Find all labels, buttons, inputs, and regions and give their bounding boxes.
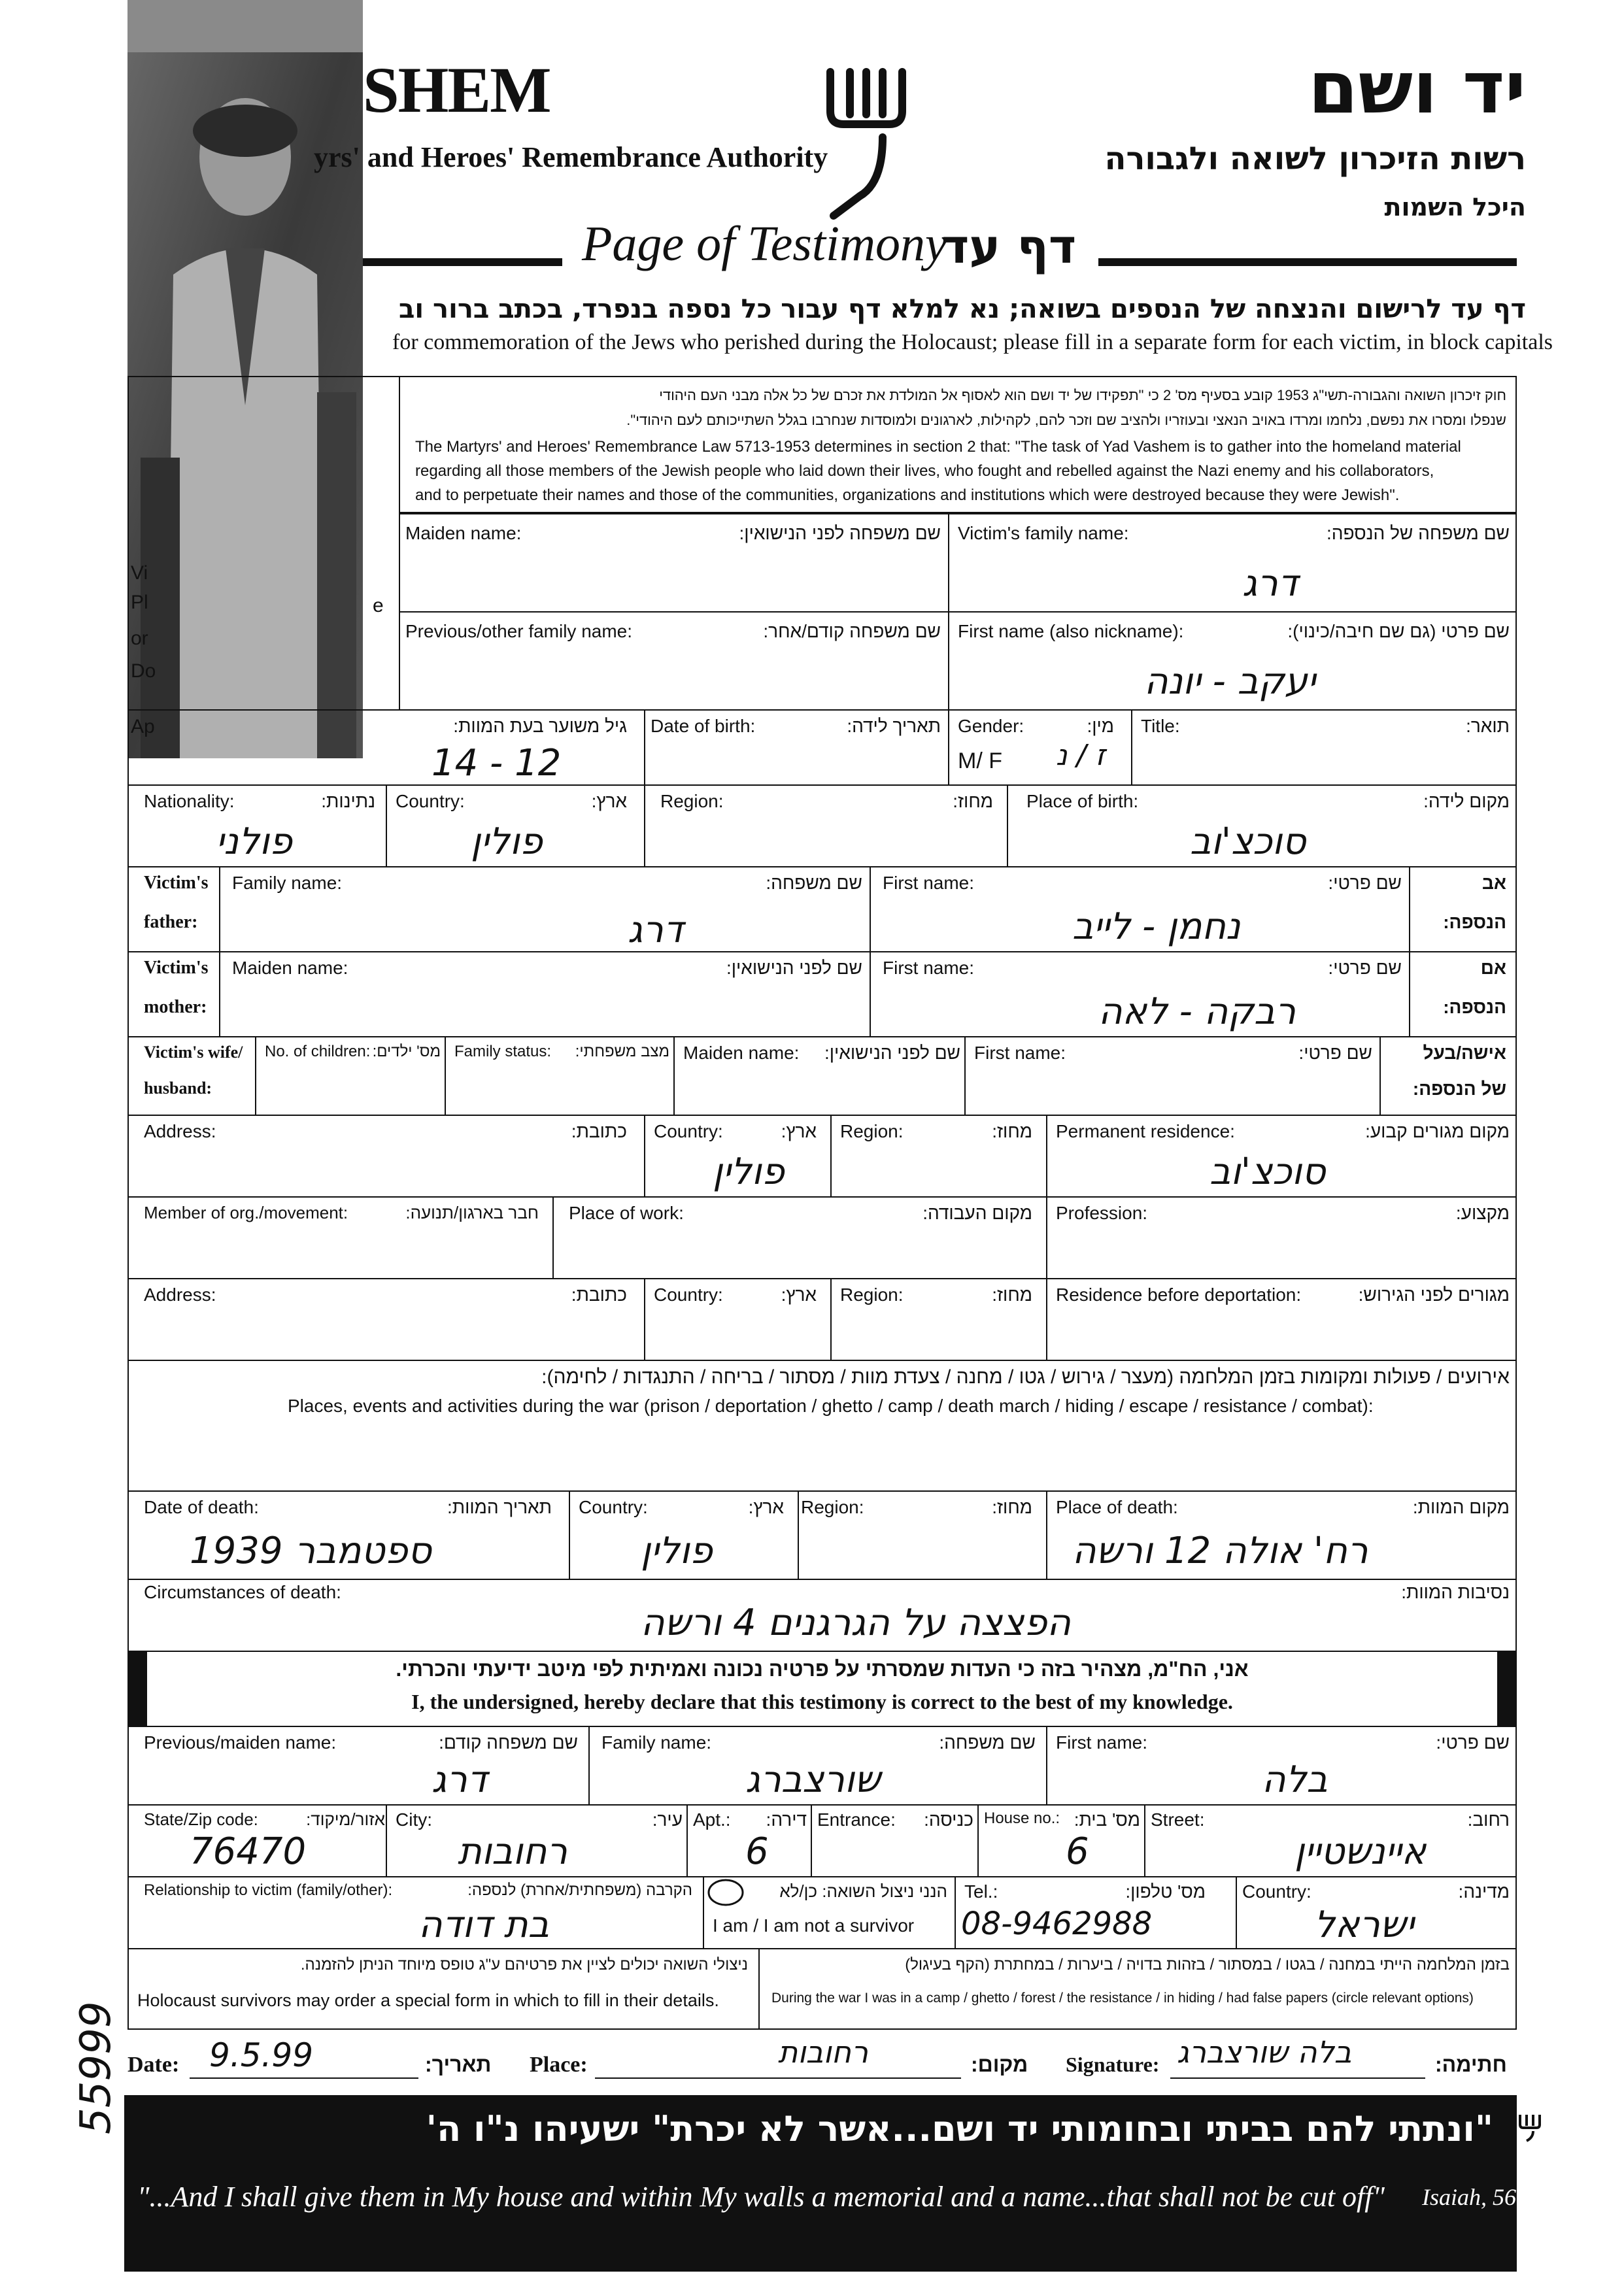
father-family-label-en: Family name: xyxy=(232,873,343,893)
profession-label-en: Profession: xyxy=(1056,1203,1148,1223)
date-label-he: תאריך: xyxy=(425,2053,492,2076)
country-label-he: ארץ: xyxy=(591,791,627,811)
apt-value[interactable]: 6 xyxy=(745,1830,769,1873)
relation-value[interactable]: בת דודה xyxy=(418,1904,549,1946)
w-family-label-he: שם משפחה: xyxy=(939,1732,1036,1753)
circ-label-he: נסיבות המוות: xyxy=(1401,1582,1510,1602)
before-address-label-en: Address: xyxy=(144,1285,216,1305)
dod-label-he: תאריך המוות: xyxy=(447,1497,552,1517)
city-label-en: City: xyxy=(396,1809,432,1830)
w-country-label-en: Country: xyxy=(1242,1881,1311,1902)
margin-frag-4: Do xyxy=(131,660,156,682)
nationality-value[interactable]: פולני xyxy=(216,820,293,863)
father-label-he-2: הנספה: xyxy=(1443,912,1506,932)
w-first-value[interactable]: בלה xyxy=(1262,1758,1328,1801)
maiden-name-label-en: Maiden name: xyxy=(405,523,522,543)
mother-maiden-label-en: Maiden name: xyxy=(232,958,348,978)
father-label-en-1: Victim's xyxy=(144,873,209,893)
law-he-2: שנפלו ומסרו את נפשם, נלחמו ומרדו באויב הנאצי ובעוזריו ולהציב שם וזכר להם, לקהילות, לארגונים ולמוסדות שנחרבו בגלל השתייכותם לעם היהודי". xyxy=(626,412,1506,428)
before-address-label-he: כתובת: xyxy=(571,1285,627,1305)
dod-region-label-he: מחוז: xyxy=(992,1497,1032,1517)
margin-frag-1: Vi xyxy=(131,562,148,584)
events-label-he: אירועים / פעולות ומקומות בזמן המלחמה (מעצר / גירוש / גטו / מחנה / צעדת מוות / מסתור / בריחה / התנגדות / לחימה): xyxy=(541,1366,1510,1388)
surv-form-he: ניצולי השואה יכולים לציין את פרטיהם ע"ג טופס מיוחד הניתן להזמנה. xyxy=(300,1956,748,1974)
mother-maiden-label-he: שם לפני הנישואין: xyxy=(726,958,862,978)
mother-first-label-he: שם פרטי: xyxy=(1328,958,1402,978)
form-title-en: Page of Testimony xyxy=(582,216,947,271)
perm-country-value[interactable]: פולין xyxy=(713,1151,785,1193)
perm-region-label-en: Region: xyxy=(840,1121,904,1141)
pob-label-he: מקום לידה: xyxy=(1423,791,1510,811)
circ-value[interactable]: הפצצה על הגרגנים 4 ורשה xyxy=(641,1602,1071,1644)
mother-label-en-1: Victim's xyxy=(144,958,209,978)
decl-bar-left xyxy=(127,1651,147,1726)
before-country-label-he: ארץ: xyxy=(781,1285,817,1305)
w-family-label-en: Family name: xyxy=(601,1732,712,1753)
zip-label-he: אזור/מיקוד: xyxy=(306,1809,385,1829)
perm-address-label-he: כתובת: xyxy=(571,1121,627,1141)
instructions-en: for commemoration of the Jews who perished during the Holocaust; please fill in a separate form for each victim, in block capitals xyxy=(392,330,1553,354)
perm-region-label-he: מחוז: xyxy=(992,1121,1032,1141)
pob-label-en: Place of birth: xyxy=(1026,791,1139,811)
first-name-label-en: First name (also nickname): xyxy=(958,621,1184,641)
father-first-label-he: שם פרטי: xyxy=(1328,873,1402,893)
law-he-1: חוק זיכרון השואה והגבורה-תשי"ג 1953 קובע בסעיף מס' 2 כי "תפקידו של יד ושם הוא לאסוף אל המולדת את זכרם של כל אלה מבני העם היהודי xyxy=(659,387,1506,403)
status-label-he: מצב משפחתי: xyxy=(575,1043,669,1060)
place-label-en: Place: xyxy=(530,2053,588,2077)
title-rule-right xyxy=(1098,258,1517,266)
children-label-he: מס' ילדים: xyxy=(372,1043,441,1060)
w-country-label-he: מדינה: xyxy=(1458,1881,1510,1902)
perm-residence-label-en: Permanent residence: xyxy=(1056,1121,1235,1141)
mother-first-label-en: First name: xyxy=(883,958,975,978)
age-label-he: גיל משוער בעת המוות: xyxy=(453,716,627,736)
father-family-label-he: שם משפחה: xyxy=(766,873,862,893)
father-family-value[interactable]: דרג xyxy=(628,909,684,951)
entrance-label-he: כניסה: xyxy=(924,1809,973,1830)
street-label-en: Street: xyxy=(1151,1809,1205,1830)
law-en-3: and to perpetuate their names and those of the communities, organizations and institutions which were destroyed because they were Jewish". xyxy=(415,486,1400,504)
footer-quote-en: "...And I shall give them in My house and within My walls a memorial and a name...that shall not be cut off" xyxy=(137,2181,1385,2213)
law-en-2: regarding all those members of the Jewish people who laid down their lives, who fought and rebelled against the Nazi enemy and his collaborators, xyxy=(415,462,1434,480)
yad-vashem-logo xyxy=(820,59,912,235)
member-label-en: Member of org./movement: xyxy=(144,1203,348,1222)
before-region-label-he: מחוז: xyxy=(992,1285,1032,1305)
house-value[interactable]: 6 xyxy=(1066,1830,1089,1873)
member-label-he: חבר בארגון/תנועה: xyxy=(405,1203,539,1222)
during-en: During the war I was in a camp / ghetto / forest / the resistance / in hiding / had false papers (circle relevant options) xyxy=(771,1991,1474,2006)
spouse-label-en-1: Victim's wife/ xyxy=(144,1043,243,1062)
survivor-label-he: הנני ניצול השואה: כן/לא xyxy=(779,1881,947,1901)
place-value[interactable]: רחובות xyxy=(778,2034,868,2070)
before-residence-label-en: Residence before deportation: xyxy=(1056,1285,1302,1305)
perm-address-label-en: Address: xyxy=(144,1121,216,1141)
dod-value[interactable]: ספטמבר 1939 xyxy=(190,1530,431,1572)
margin-frag-5: Ap xyxy=(131,716,155,737)
spouse-first-label-he: שם פרטי: xyxy=(1298,1043,1372,1063)
house-label-en: House no.: xyxy=(984,1809,1060,1827)
relation-label-he: הקרבה (משפחתית/אחרת) לנספה: xyxy=(467,1881,692,1899)
pod-label-he: מקום המוות: xyxy=(1412,1497,1510,1517)
dod-country-label-en: Country: xyxy=(579,1497,648,1517)
declare-he: אני, הח"מ, מצהיר בזה כי העדות שמסרתי על פרטיה נכונה ואמיתית לפי מיטב ידיעתי והכרתי. xyxy=(396,1657,1249,1681)
spouse-maiden-label-he: שם לפני הנישואין: xyxy=(824,1043,960,1063)
entrance-label-en: Entrance: xyxy=(817,1809,896,1830)
form-title-he: דף עד xyxy=(941,219,1077,274)
org-title-en: SHEM xyxy=(363,54,550,126)
sig-label-he: חתימה: xyxy=(1435,2053,1507,2076)
house-label-he: מס' בית: xyxy=(1074,1809,1140,1830)
w-family-value[interactable]: שורצברג xyxy=(745,1758,881,1801)
family-name-label-he: שם משפחה של הנספה: xyxy=(1326,523,1510,543)
title-label-he: תואר: xyxy=(1466,716,1510,736)
age-value[interactable]: 14 - 12 xyxy=(431,742,562,784)
org-title-he: יד ושם xyxy=(1308,46,1526,129)
footer-logo-small xyxy=(1517,2111,1543,2144)
tel-label-he: מס' טלפון: xyxy=(1125,1881,1206,1902)
nationality-label-en: Nationality: xyxy=(144,791,235,811)
surv-form-en: Holocaust survivors may order a special form in which to fill in their details. xyxy=(137,1991,719,2010)
dod-label-en: Date of death: xyxy=(144,1497,259,1517)
apt-label-en: Apt.: xyxy=(693,1809,731,1830)
margin-frag-2: Pl xyxy=(131,592,148,613)
mother-label-en-2: mother: xyxy=(144,997,207,1017)
perm-residence-value[interactable]: סוכצ'וב xyxy=(1210,1151,1326,1193)
spouse-label-he-1: אישה/בעל xyxy=(1423,1043,1506,1063)
status-label-en: Family status: xyxy=(454,1043,552,1060)
circ-label-en: Circumstances of death: xyxy=(144,1582,341,1602)
date-value[interactable]: 9.5.99 xyxy=(209,2036,314,2074)
zip-label-en: State/Zip code: xyxy=(144,1809,258,1829)
dod-country-label-he: ארץ: xyxy=(748,1497,784,1517)
mother-first-value[interactable]: רבקה - לאה xyxy=(1098,990,1296,1033)
pod-value[interactable]: רח' אולה 12 ורשה xyxy=(1072,1530,1368,1572)
tel-value[interactable]: 08-9462988 xyxy=(961,1906,1153,1942)
prev-name-label-he: שם משפחה קודם/אחר: xyxy=(763,621,941,641)
gender-options: M/ F xyxy=(958,748,1002,773)
mother-label-he-1: אם xyxy=(1480,958,1506,978)
region-label-en: Region: xyxy=(660,791,724,811)
w-country-value[interactable]: ישראל xyxy=(1314,1904,1415,1946)
gender-label-en: Gender: xyxy=(958,716,1024,736)
prev-name-label-en: Previous/other family name: xyxy=(405,621,633,641)
perm-residence-label-he: מקום מגורים קבוע: xyxy=(1365,1121,1510,1141)
w-prev-label-en: Previous/maiden name: xyxy=(144,1732,337,1753)
before-region-label-en: Region: xyxy=(840,1285,904,1305)
work-label-he: מקום העבודה: xyxy=(922,1203,1032,1223)
title-rule-left xyxy=(363,258,562,266)
survivor-label-en[interactable]: I am / I am not a survivor xyxy=(713,1915,915,1936)
spouse-label-en-2: husband: xyxy=(144,1079,212,1098)
profession-label-he: מקצוע: xyxy=(1455,1203,1510,1223)
country-value[interactable]: פולין xyxy=(471,820,543,863)
street-value[interactable]: איינשטיין xyxy=(1294,1830,1427,1873)
title-label-en: Title: xyxy=(1141,716,1180,736)
dob-label-en: Date of birth: xyxy=(651,716,756,736)
father-first-label-en: First name: xyxy=(883,873,975,893)
dod-region-label-en: Region: xyxy=(801,1497,864,1517)
tel-label-en: Tel.: xyxy=(964,1881,998,1902)
family-name-value[interactable]: דרג xyxy=(1242,562,1298,605)
law-en-1: The Martyrs' and Heroes' Remembrance Law 5713-1953 determines in section 2 that: "The task of Yad Vashem is to gather into the homeland material xyxy=(415,438,1461,456)
date-label-en: Date: xyxy=(127,2053,180,2077)
org-subtitle-he: רשות הזיכרון לשואה ולגבורה xyxy=(1104,141,1526,177)
footer-quote-ref: Isaiah, 56:5 xyxy=(1422,2184,1536,2210)
father-label-en-2: father: xyxy=(144,912,198,932)
country-label-en: Country: xyxy=(396,791,465,811)
spouse-label-he-2: של הנספה: xyxy=(1412,1079,1506,1099)
decl-bar-right xyxy=(1497,1651,1517,1726)
during-he: בזמן המלחמה הייתי במחנה / בגטו / במסתור / בזהות בדויה / ביערות / במחתרת (הקף בעיגול) xyxy=(905,1956,1510,1974)
children-label-en: No. of children: xyxy=(265,1043,371,1060)
pod-label-en: Place of death: xyxy=(1056,1497,1178,1517)
w-prev-value[interactable]: דרג xyxy=(431,1758,488,1801)
instructions-he: דף עד לרישום והנצחה של הנספים בשואה; נא למלא דף עבור כל נספה בנפרד, בכתב ברור וב xyxy=(398,294,1526,324)
margin-frag-6: e xyxy=(373,595,384,616)
org-subtitle-en: yrs' and Heroes' Remembrance Authority xyxy=(314,141,828,173)
city-label-he: עיר: xyxy=(652,1809,683,1830)
street-label-he: רחוב: xyxy=(1467,1809,1510,1830)
maiden-name-label-he: שם משפחה לפני הנישואין: xyxy=(739,523,941,543)
spouse-first-label-en: First name: xyxy=(974,1043,1066,1063)
city-value[interactable]: רחובות xyxy=(458,1830,567,1873)
margin-frag-3: or xyxy=(131,628,148,649)
place-label-he: מקום: xyxy=(971,2053,1028,2076)
w-first-label-he: שם פרטי: xyxy=(1436,1732,1510,1753)
w-first-label-en: First name: xyxy=(1056,1732,1148,1753)
declare-en: I, the undersigned, hereby declare that this testimony is correct to the best of my knowledge. xyxy=(411,1690,1233,1713)
first-name-label-he: שם פרטי (גם שם חיבה/כינוי): xyxy=(1287,621,1510,641)
before-country-label-en: Country: xyxy=(654,1285,723,1305)
spouse-maiden-label-en: Maiden name: xyxy=(683,1043,800,1063)
dob-label-he: תאריך לידה: xyxy=(847,716,941,736)
org-sub2-he: היכל השמות xyxy=(1384,193,1526,222)
perm-country-label-he: ארץ: xyxy=(781,1121,817,1141)
pob-value[interactable]: סוכצ'וב xyxy=(1190,820,1306,863)
footer-quote-he: "ונתתי להם בביתי ובחומותי יד ושם...אשר לא יכרת" ישעיהו נ"ו ה' xyxy=(426,2108,1493,2149)
region-label-he: מחוז: xyxy=(953,791,993,811)
sig-value[interactable]: בלה שורצברג xyxy=(1177,2034,1352,2070)
father-first-value[interactable]: נחמן - לייב xyxy=(1072,905,1241,948)
zip-value[interactable]: 76470 xyxy=(190,1830,307,1873)
work-label-en: Place of work: xyxy=(569,1203,684,1223)
relation-label-en: Relationship to victim (family/other): xyxy=(144,1881,393,1899)
dod-country-value[interactable]: פולין xyxy=(641,1530,713,1572)
father-label-he-1: אב xyxy=(1481,873,1506,893)
family-name-label-en: Victim's family name: xyxy=(958,523,1129,543)
gender-value[interactable]: ז / נ xyxy=(1056,739,1106,772)
apt-label-he: דירה: xyxy=(766,1809,807,1830)
events-label-en: Places, events and activities during the war (prison / deportation / ghetto / camp / death march / hiding / escape / resistance / combat): xyxy=(288,1396,1374,1416)
perm-country-label-en: Country: xyxy=(654,1121,723,1141)
sig-label-en: Signature: xyxy=(1066,2053,1160,2076)
gender-label-he: מין: xyxy=(1087,716,1114,736)
w-prev-label-he: שם משפחה קודם: xyxy=(439,1732,578,1753)
survivor-circle-mark xyxy=(706,1877,745,1908)
mother-label-he-2: הנספה: xyxy=(1443,997,1506,1017)
nationality-label-he: נתינות: xyxy=(321,791,375,811)
before-residence-label-he: מגורים לפני הגירוש: xyxy=(1358,1285,1510,1305)
margin-number: 55999 xyxy=(72,2001,120,2134)
first-name-value[interactable]: יעקב - יונה xyxy=(1144,660,1316,703)
